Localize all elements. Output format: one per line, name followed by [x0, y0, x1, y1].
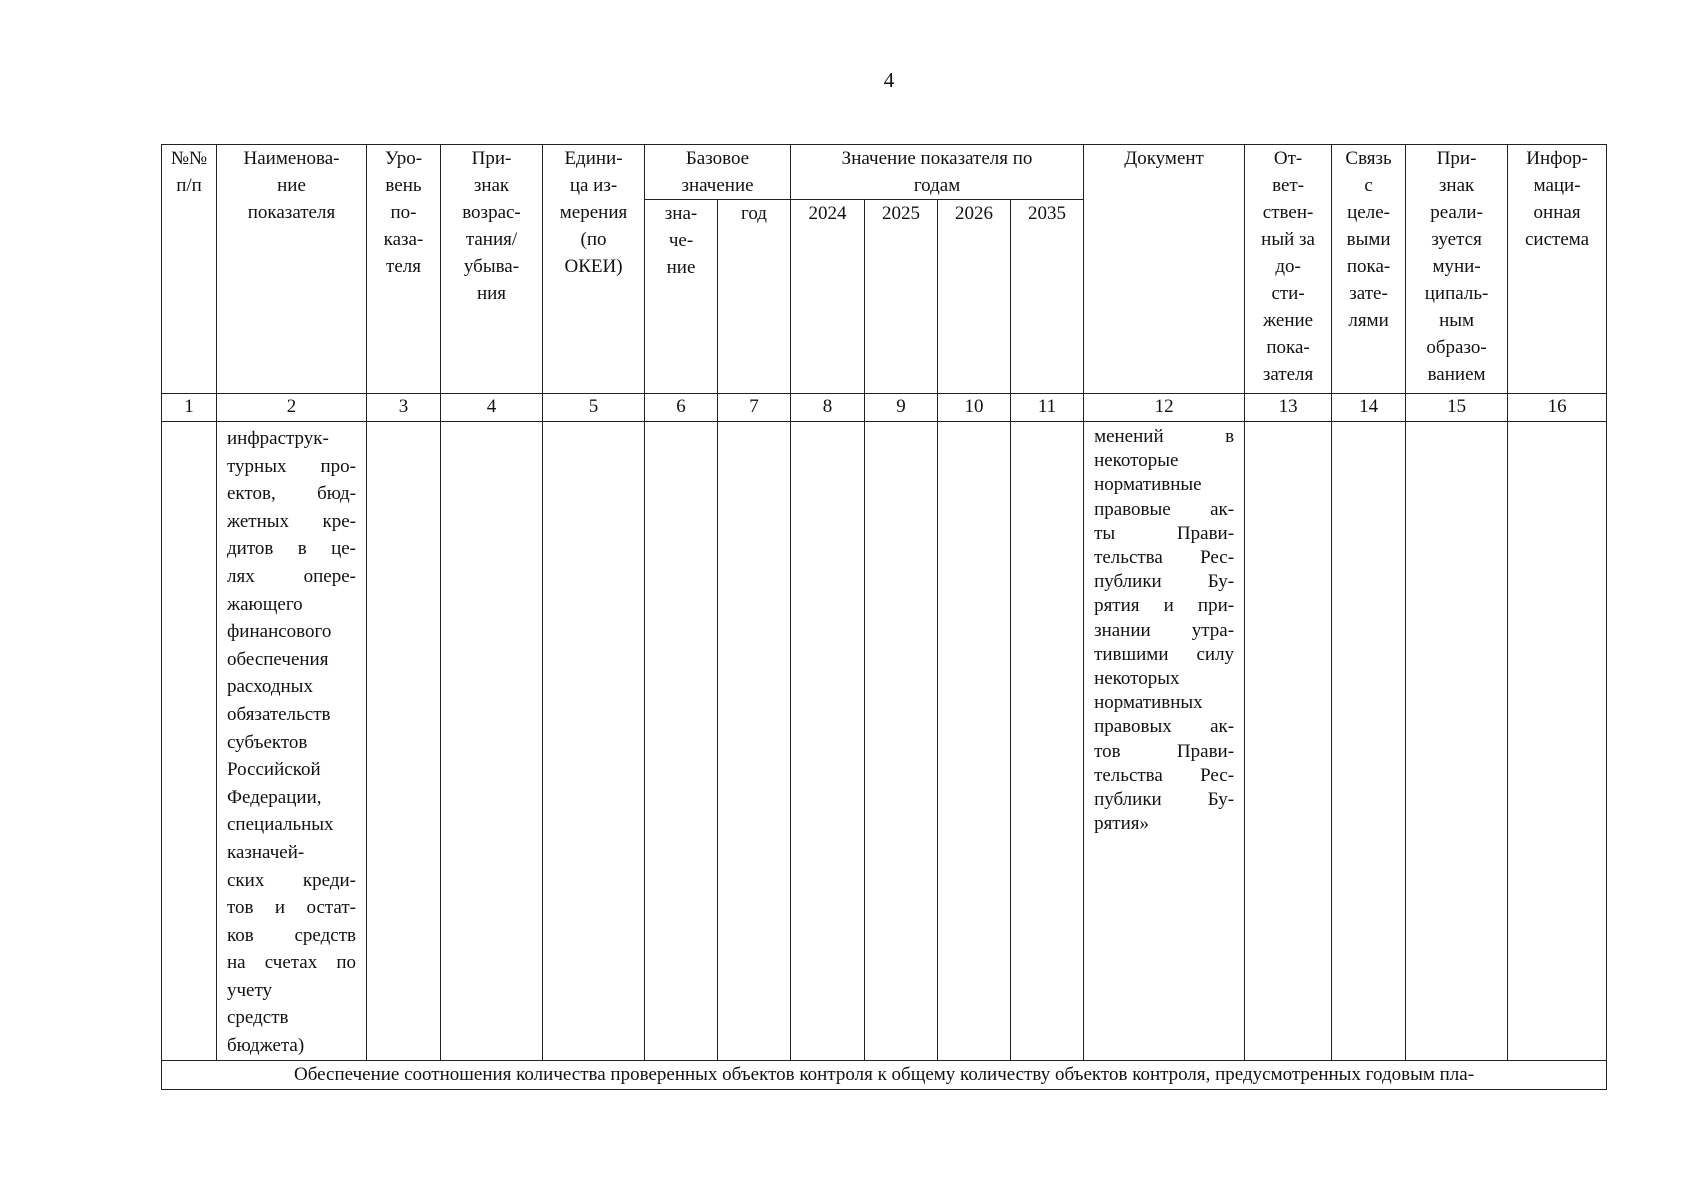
- column-number: 6: [645, 394, 718, 422]
- cell-document: менений в некоторые нормативные правовые ак- ты Прави- тельства Рес- публики Бу- рятия и при- знании утра- тившими силу некоторых нормативных правовых ак- тов Прави- тельства Рес- публики Бу- рятия»: [1084, 422, 1245, 1061]
- header-indicator-level: Уро- вень по- каза- теля: [367, 145, 441, 394]
- cell-number: [162, 422, 217, 1061]
- header-unit: Едини- ца из- мерения (по ОКЕИ): [543, 145, 645, 394]
- column-number: 14: [1332, 394, 1406, 422]
- header-base-year: год: [718, 200, 791, 394]
- column-number: 2: [217, 394, 367, 422]
- header-year-2035: 2035: [1011, 200, 1084, 394]
- cell-municipal-sign: [1406, 422, 1508, 1061]
- cell-growth-sign: [441, 422, 543, 1061]
- header-years-group: Значение показателя по годам: [791, 145, 1084, 200]
- header-number: №№ п/п: [162, 145, 217, 394]
- column-number: 10: [938, 394, 1011, 422]
- cell-target-link: [1332, 422, 1406, 1061]
- header-year-2025: 2025: [865, 200, 938, 394]
- column-number-row: [162, 394, 1607, 422]
- header-document: Документ: [1084, 145, 1245, 394]
- header-base-value-group: Базовое значение: [645, 145, 791, 200]
- section-heading: Обеспечение соотношения количества проверенных объектов контроля к общему количеству объектов контроля, предусмотренных годовым пла-: [162, 1060, 1607, 1089]
- cell-information-system: [1508, 422, 1607, 1061]
- cell-unit: [543, 422, 645, 1061]
- header-target-link: Связь с целе- выми пока- зате- лями: [1332, 145, 1406, 394]
- header-year-2026: 2026: [938, 200, 1011, 394]
- cell-year-2026: [938, 422, 1011, 1061]
- header-base-value: зна- че- ние: [645, 200, 718, 394]
- header-responsible: От- вет- ствен- ный за до- сти- жение пока- зателя: [1245, 145, 1332, 394]
- column-number: 13: [1245, 394, 1332, 422]
- header-municipal-sign: При- знак реали- зуется муни- ципаль- ным образо- ванием: [1406, 145, 1508, 394]
- cell-indicator-level: [367, 422, 441, 1061]
- cell-indicator-name: инфраструк- турных про- ектов, бюд- жетных кре- дитов в це- лях опере- жающего финансового обеспечения расходных обязательств субъектов Российской Федерации, специальных казначей- ских креди- тов и остат- ков средств на счетах по учету средств бюджета): [217, 422, 367, 1061]
- header-year-2024: 2024: [791, 200, 865, 394]
- cell-year-2024: [791, 422, 865, 1061]
- column-number: 15: [1406, 394, 1508, 422]
- header-indicator-name: Наименова- ние показателя: [217, 145, 367, 394]
- column-number: 16: [1508, 394, 1607, 422]
- indicators-table: [161, 144, 1607, 1090]
- cell-base-year: [718, 422, 791, 1061]
- column-number: 8: [791, 394, 865, 422]
- cell-responsible: [1245, 422, 1332, 1061]
- header-growth-sign: При- знак возрас- тания/ убыва- ния: [441, 145, 543, 394]
- header-information-system: Инфор- маци- онная система: [1508, 145, 1607, 394]
- column-number: 3: [367, 394, 441, 422]
- column-number: 4: [441, 394, 543, 422]
- column-number: 9: [865, 394, 938, 422]
- table-row: [162, 422, 1607, 1061]
- column-number: 11: [1011, 394, 1084, 422]
- column-number: 1: [162, 394, 217, 422]
- cell-base-value: [645, 422, 718, 1061]
- cell-year-2035: [1011, 422, 1084, 1061]
- column-number: 7: [718, 394, 791, 422]
- section-heading-row: [162, 1060, 1607, 1089]
- column-number: 12: [1084, 394, 1245, 422]
- cell-year-2025: [865, 422, 938, 1061]
- page-number: 4: [883, 68, 895, 92]
- column-number: 5: [543, 394, 645, 422]
